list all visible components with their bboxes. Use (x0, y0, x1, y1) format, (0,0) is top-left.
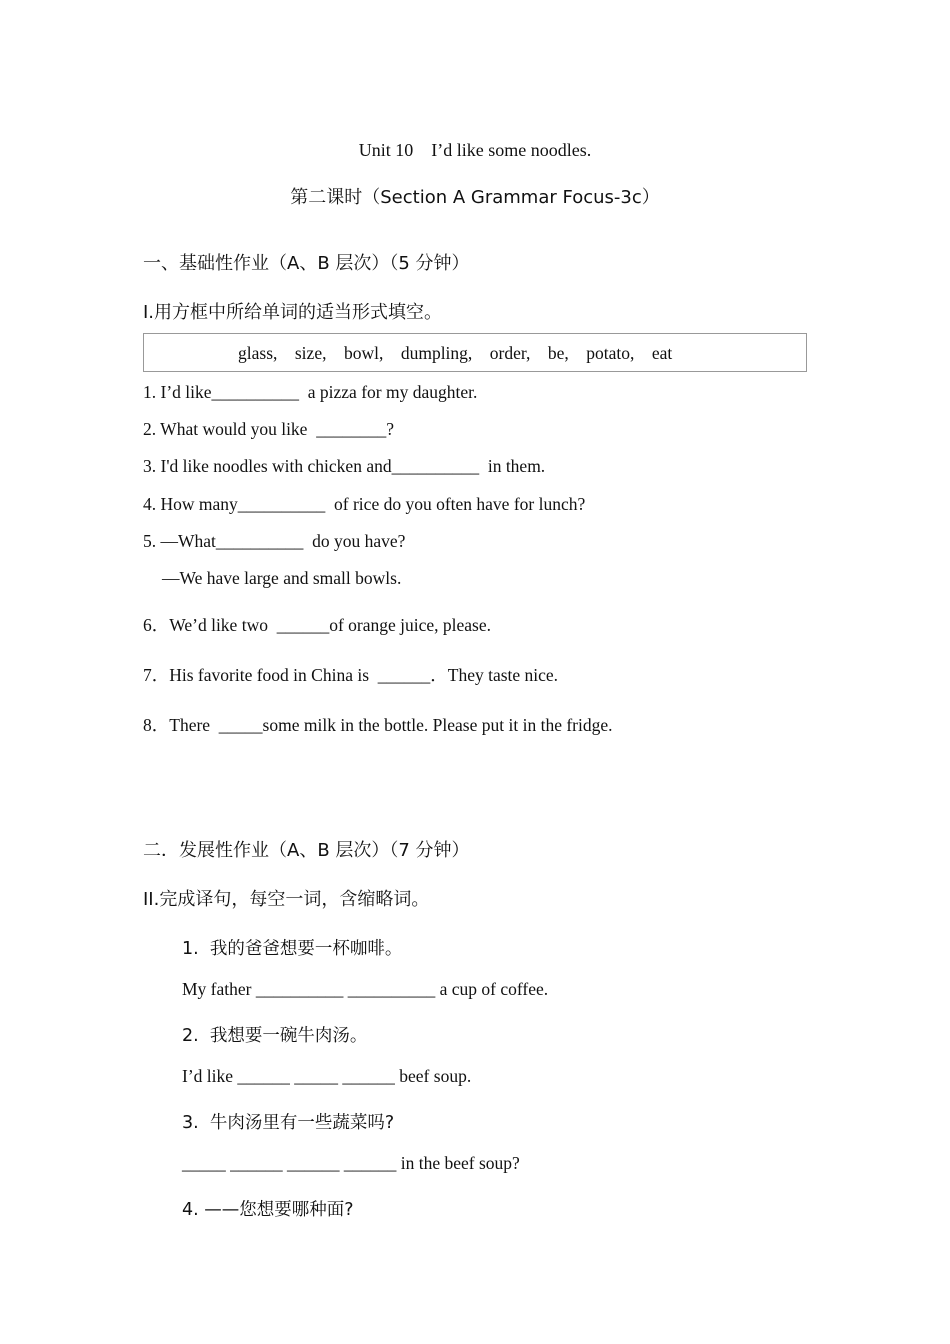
exercise-item-5-answer: —We have large and small bowls. (162, 568, 402, 588)
exercise-item-3: 3. I'd like noodles with chicken and__________ in them. (143, 456, 546, 476)
unit-title: Unit 10 I’d like some noodles. (358, 140, 592, 160)
exercise-item-1: 1. I’d like__________ a pizza for my daughter. (143, 382, 478, 402)
exercise-item-5: 5. —What__________ do you have? (143, 531, 406, 551)
translation-item-3-cn: 3. 牛肉汤里有一些蔬菜吗? (182, 1113, 395, 1133)
translation-item-4-cn: 4. ——您想要哪种面? (182, 1200, 354, 1220)
word-box-words: glass, size, bowl, dumpling, order, be, potato, eat (238, 343, 673, 363)
translation-item-2-cn: 2. 我想要一碗牛肉汤。 (182, 1026, 368, 1046)
part1-instruction: I.用方框中所给单词的适当形式填空。 (143, 302, 443, 323)
translation-item-1-cn: 1. 我的爸爸想要一杯咖啡。 (182, 939, 403, 959)
word-box (143, 333, 807, 372)
lesson-title: 第二课时（Section A Grammar Focus-3c） (290, 187, 660, 208)
translation-item-2-en: I’d like ______ _____ ______ beef soup. (182, 1066, 472, 1086)
exercise-item-4: 4. How many__________ of rice do you often have for lunch? (143, 494, 586, 514)
translation-item-1-en: My father __________ __________ a cup of coffee. (182, 979, 549, 999)
part2-instruction: II.完成译句，每空一词，含缩略词。 (143, 889, 430, 910)
exercise-item-6: 6．We’d like two ______of orange juice, please. (143, 615, 492, 635)
part1-heading: 一、基础性作业（A、B 层次）（5 分钟） (143, 253, 470, 274)
exercise-item-8: 8．There _____some milk in the bottle. Please put it in the fridge. (143, 715, 613, 735)
translation-item-3-en: _____ ______ ______ ______ in the beef soup? (182, 1153, 520, 1173)
part2-heading: 二．发展性作业（A、B 层次）（7 分钟） (143, 840, 470, 861)
exercise-item-2: 2. What would you like ________? (143, 419, 394, 439)
exercise-item-7: 7．His favorite food in China is ______．They taste nice. (143, 665, 559, 685)
